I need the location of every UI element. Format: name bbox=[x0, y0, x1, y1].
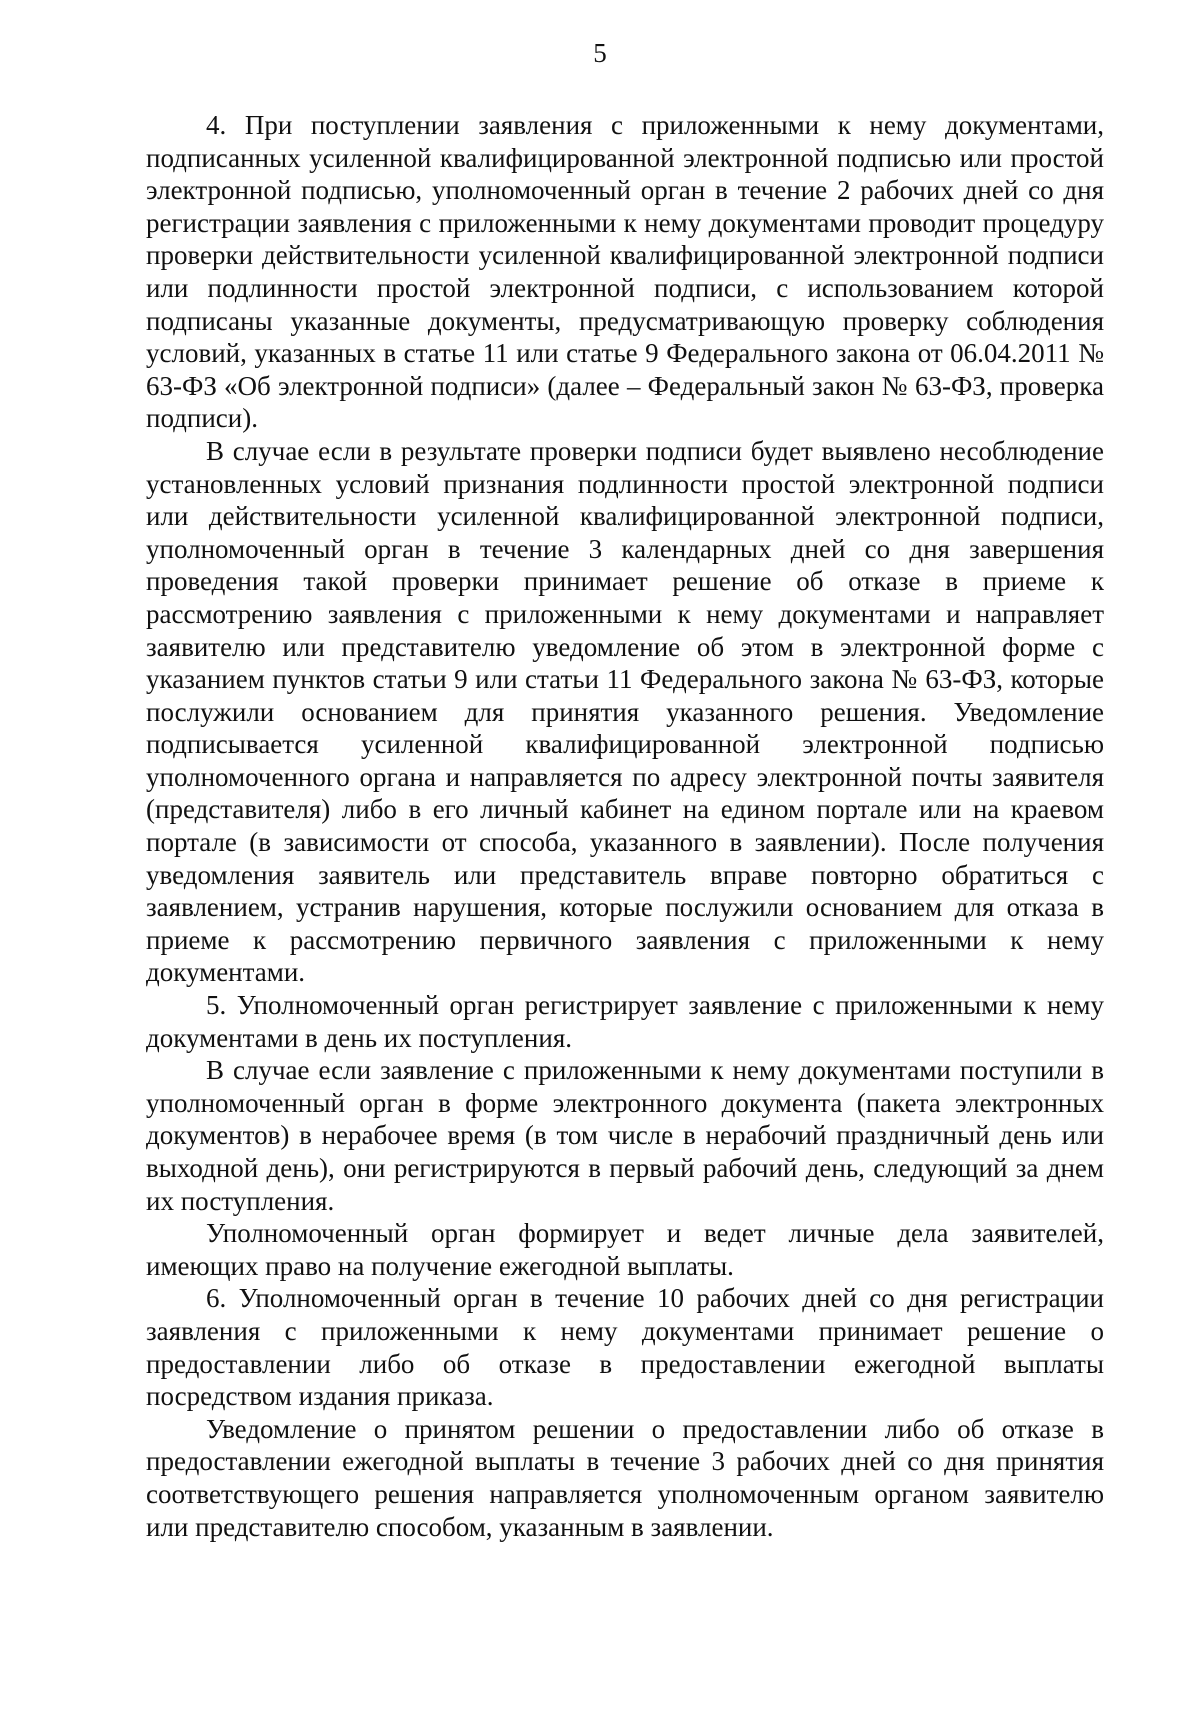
document-body bbox=[146, 109, 1104, 1543]
paragraph-decision-notice: Уведомление о принятом решении о предоставлении либо об отказе в предоставлении ежегодной выплаты в течение 3 рабочих дней со дня принятия соответствующего решения направляется уполномоченным органом заявителю или представителю способом, указанным в заявлении. bbox=[146, 1413, 1104, 1542]
page-number: 5 bbox=[593, 38, 607, 68]
paragraph-non-working-time: В случае если заявление с приложенными к нему документами поступили в уполномоченный орган в форме электронного документа (пакета электронных документов) в нерабочее время (в том числе в нерабочий праздничный день или выходной день), они регистрируются в первый рабочий день, следующий за днем их поступления. bbox=[146, 1055, 1104, 1216]
paragraph-personal-files: Уполномоченный орган формирует и ведет личные дела заявителей, имеющих право на получение ежегодной выплаты. bbox=[146, 1218, 1104, 1281]
paragraph-item-5: 5. Уполномоченный орган регистрирует заявление с приложенными к нему документами в день их поступления. bbox=[146, 990, 1104, 1053]
paragraph-signature-check-failure: В случае если в результате проверки подписи будет выявлено несоблюдение установленных условий признания подлинности простой электронной подписи или действительности усиленной квалифицированной электронной подписи, уполномоченный орган в течение 3 календарных дней со дня завершения проведения такой проверки принимает решение об отказе в приеме к рассмотрению заявления с приложенными к нему документами и направляет заявителю или представителю уведомление об этом в электронной форме с указанием пунктов статьи 9 или статьи 11 Федерального закона № 63-ФЗ, которые послужили основанием для принятия указанного решения. Уведомление подписывается усиленной квалифицированной электронной подписью уполномоченного органа и направляется по адресу электронной почты заявителя (представителя) либо в его личный кабинет на едином портале или на краевом портале (в зависимости от способа, указанного в заявлении). После получения уведомления заявитель или представитель вправе повторно обратиться с заявлением, устранив нарушения, которые послужили основанием для отказа в приеме к рассмотрению первичного заявления с приложенными к нему документами. bbox=[146, 435, 1104, 988]
paragraph-item-4: 4. При поступлении заявления с приложенными к нему документами, подписанных усиленной квалифицированной электронной подписью или простой электронной подписью, уполномоченный орган в течение 2 рабочих дней со дня регистрации заявления с приложенными к нему документами проводит процедуру проверки действительности усиленной квалифицированной электронной подписи или подлинности простой электронной подписи, с использованием которой подписаны указанные документы, предусматривающую проверку соблюдения условий, указанных в статье 11 или статье 9 Федерального закона от 06.04.2011 № 63-ФЗ «Об электронной подписи» (далее – Федеральный закон № 63-ФЗ, проверка подписи). bbox=[146, 110, 1104, 434]
paragraph-item-6: 6. Уполномоченный орган в течение 10 рабочих дней со дня регистрации заявления с приложенными к нему документами принимает решение о предоставлении либо об отказе в предоставлении ежегодной выплаты посредством издания приказа. bbox=[146, 1283, 1104, 1412]
